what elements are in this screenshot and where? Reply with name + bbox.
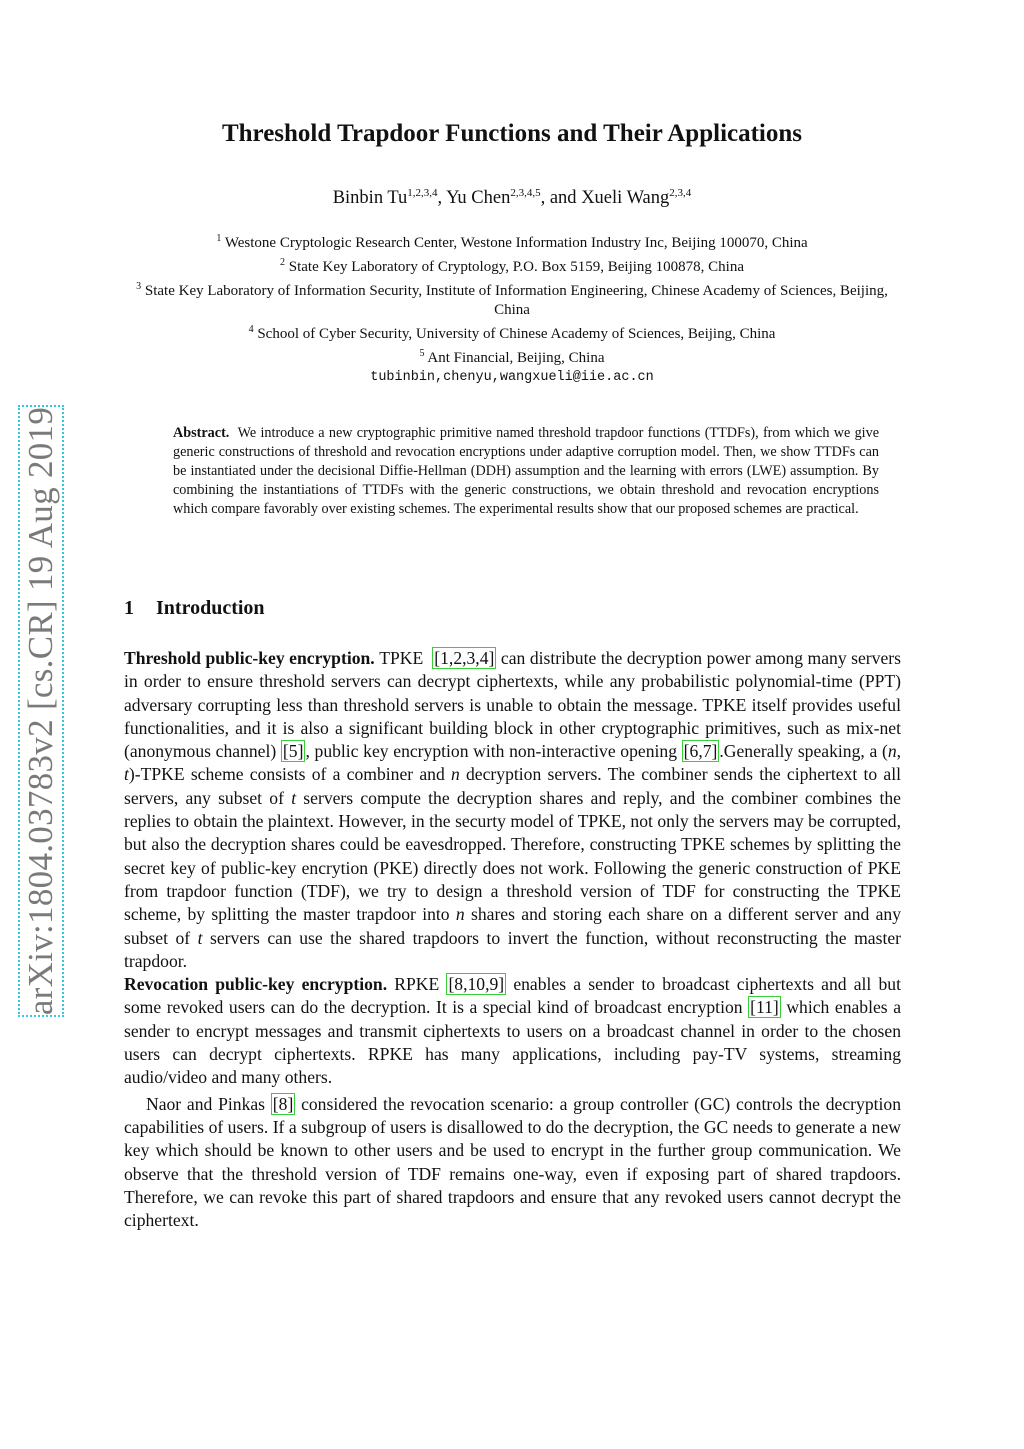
arxiv-stamp-text: arXiv:1804.03783v2 [cs.CR] 19 Aug 2019 (21, 406, 60, 1016)
citation-link[interactable]: [8,10,9] (448, 974, 505, 995)
author-email[interactable]: tubinbin,chenyu,wangxueli@iie.ac.cn (370, 370, 654, 385)
affiliation-text: State Key Laboratory of Information Security, Institute of Information Engineering, Chinese Academy of Sciences, Beijing, China (144, 283, 888, 318)
author-list (0, 187, 1024, 209)
paragraph-heading: Revocation public-key encryption. (124, 974, 388, 995)
math-var: n (455, 904, 465, 925)
body-text (124, 647, 901, 1232)
citation-link[interactable]: [8] (272, 1093, 294, 1114)
author-affil-sup: 2,3,4 (669, 187, 692, 199)
abstract-text: We introduce a new cryptographic primitive named threshold trapdoor functions (TTDFs), from which we give generic constructions of threshold and revocation encryptions under adaptive corruption model. Then, we show TTDFs can be instantiated under the decisional Diffie-Hellman (DDH) assumption and the learning with errors (LWE) assumption. By combining the instantiations of TTDFs with the generic constructions, we obtain threshold and revocation encryptions which compare favorably over existing schemes. The experimental results show that our proposed schemes are practical. (173, 425, 879, 517)
text-run: servers can use the shared trapdoors to invert the function, without reconstructing the master trapdoor. (124, 927, 901, 971)
affiliation-sup: 4 (248, 324, 254, 335)
section-title: Introduction (156, 597, 265, 619)
text-run: RPKE (387, 974, 447, 995)
affiliation-text: State Key Laboratory of Cryptology, P.O. Box 5159, Beijing 100878, China (288, 259, 744, 275)
abstract (173, 424, 879, 519)
author-separator: , and (540, 188, 582, 209)
text-run: TPKE (379, 648, 428, 668)
affiliation-sup: 1 (216, 233, 222, 244)
affiliation-text: School of Cyber Security, University of Chinese Academy of Sciences, Beijing, China (257, 326, 776, 342)
text-run: .Generally speaking, a ( (719, 741, 888, 762)
arxiv-stamp[interactable] (18, 405, 64, 1017)
paragraph-tpke (124, 647, 901, 973)
affiliations (130, 229, 894, 387)
paragraph-revocation (124, 1093, 901, 1233)
paragraph-heading: Threshold public-key encryption. (124, 648, 375, 668)
paper-title: Threshold Trapdoor Functions and Their Applications (221, 120, 803, 147)
paragraph-rpke (124, 973, 901, 1089)
affiliation-sup: 2 (280, 257, 285, 268)
citation-link[interactable]: [5] (282, 741, 304, 762)
math-var: t (291, 787, 297, 808)
math-var: t (197, 927, 203, 948)
author-name: Binbin Tu (332, 188, 408, 209)
author-affil-sup: 2,3,4,5 (510, 187, 541, 199)
author-affil-sup: 1,2,3,4 (407, 187, 438, 199)
text-run: servers compute the decryption shares and reply, and the combiner combines the replies to obtain the plaintext. However, in the securty model of TPKE, not only the servers may be corrupted, but also the decryption shares could be eavesdropped. Therefore, constructing TPKE schemes by splitting the secret key of public-key encrytion (PKE) directly does not work. Following the generic construction of PKE from trapdoor function (TDF), we try to design a threshold version of TDF for constructing the TPKE scheme, by splitting the master trapdoor into (124, 787, 901, 925)
affiliation-sup: 3 (136, 281, 142, 292)
author-separator: , (437, 188, 447, 209)
text-run: which enables a sender to encrypt messages and transmit ciphertexts to users on a broadcast channel in order to the chosen users can decrypt ciphertexts. RPKE has many applications, including pay-TV systems, streaming audio/video and many others. (124, 997, 901, 1088)
section-number: 1 (124, 597, 134, 619)
math-var: t (124, 764, 129, 785)
affiliation-sup: 5 (419, 348, 425, 359)
citation-link[interactable]: [1,2,3,4] (434, 648, 495, 668)
author-name: Xueli Wang (581, 188, 670, 209)
citation-link[interactable]: [6,7] (683, 741, 718, 762)
affiliation (130, 320, 894, 344)
affiliation (130, 253, 894, 277)
citation-link[interactable]: [11] (750, 997, 779, 1018)
affiliation (130, 277, 894, 320)
author-name: Yu Chen (446, 188, 511, 209)
affiliation-text: Ant Financial, Beijing, China (427, 350, 605, 366)
text-run: )-TPKE scheme consists of a combiner and (128, 764, 451, 785)
math-var: n (450, 764, 460, 785)
affiliation-text: Westone Cryptologic Research Center, Westone Information Industry Inc, Beijing 100070, China (224, 235, 808, 251)
math-var: n (887, 741, 897, 762)
affiliation (130, 229, 894, 253)
section-heading (124, 597, 265, 620)
text-run: Naor and Pinkas (146, 1093, 271, 1114)
text-run: shares and storing each share on a different server and any subset of (124, 904, 902, 948)
text-run: decryption servers. The combiner sends the ciphertext to all servers, any subset of (124, 764, 901, 808)
affiliation (130, 344, 894, 368)
text-run: , public key encryption with non-interactive opening (305, 741, 682, 762)
text-run: can distribute the decryption power among many servers in order to ensure threshold servers can decrypt ciphertexts, while any probabilistic polynomial-time (PPT) adversary corrupting less than threshold servers is unable to obtain the message. TPKE itself provides useful functionalities, and it is also a significant building block in other cryptographic primitives, such as mix-net (anonymous channel) (124, 648, 901, 762)
text-run: considered the revocation scenario: a group controller (GC) controls the decryption capabilities of users. If a subgroup of users is disallowed to do the decryption, the GC needs to generate a new key which should be known to other users and be used to encrypt in the further group communication. We observe that the threshold version of TDF remains one-way, even if exposing part of shared trapdoors. Therefore, we can revoke this part of shared trapdoors and ensure that any revoked users cannot decrypt the ciphertext. (124, 1093, 901, 1231)
text-run: , (896, 741, 902, 762)
text-run: enables a sender to broadcast ciphertexts and all but some revoked users can do the decryption. It is a special kind of broadcast encryption (124, 974, 901, 1018)
abstract-label: Abstract. (173, 425, 230, 441)
